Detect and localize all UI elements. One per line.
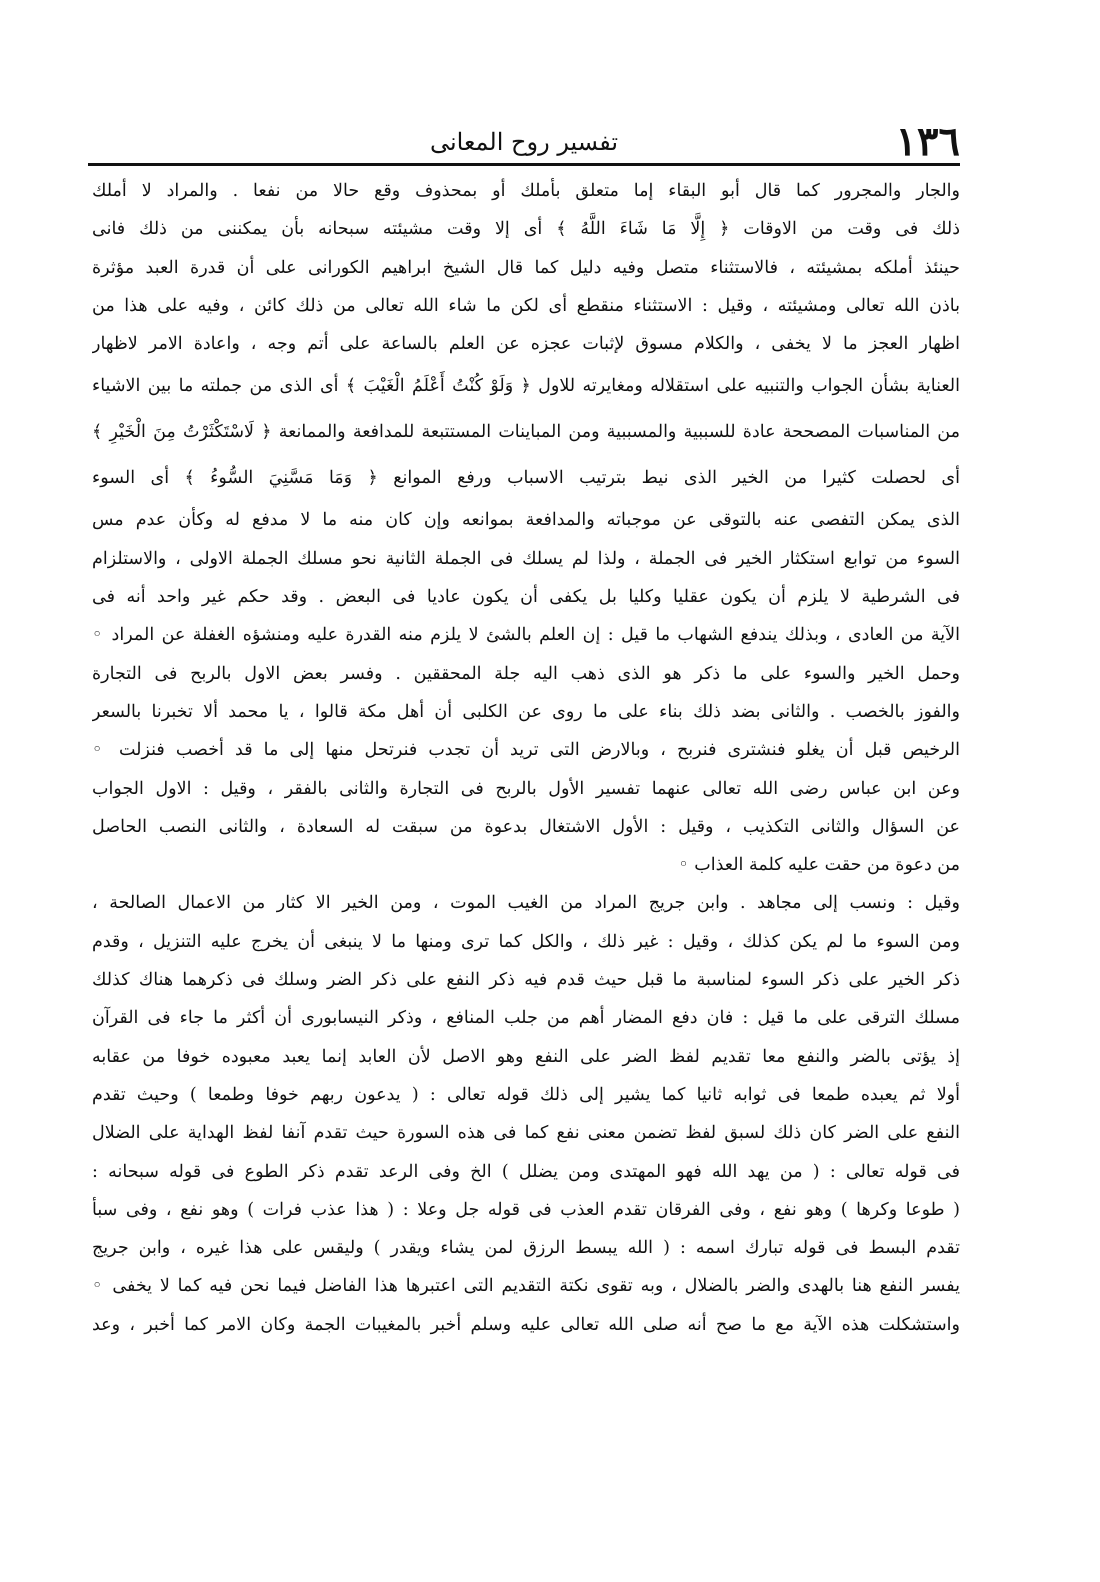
text-line: والفوز بالخصب . والثانى بضد ذلك بناء على ما روى عن الكلبى أن أهل مكة قالوا ، يا محمد ألا تخبرنا بالسعر [92,701,960,722]
commentary-text [92,172,960,1344]
text-line: ( طوعا وكرها ) وهو نفع ، وفى الفرقان تقدم العذب فى قوله جل وعلا : ( هذا عذب فرات ) وهو نفع ، وفى سبأ [92,1199,960,1220]
text-line: فى الشرطية لا يلزم أن يكون عقليا وكليا بل يكفى أن يكون عاديا فى البعض . وقد حكم غير واحد أنه فى [92,587,960,608]
text-line: الذى يمكن التفصى عنه بالتوقى عن موجباته والمدافعة بموانعه وإن كان منه ما لا مدفع له وكأن عدم مس [92,510,960,531]
text-line: الآية من العادى ، وبذلك يندفع الشهاب ما قيل : إن العلم بالشئ لا يلزم منه القدرة عليه ومنشؤه الغفلة عن المراد ◦ [92,625,960,646]
text-line: من المناسبات المصححة عادة للسببية والمسببية ومن المباينات المستتبعة للمدافعة والممانعة ﴿ لَاسْتَكْثَرْتُ مِنَ الْخَيْرِ ﴾ [92,422,960,443]
text-line: مسلك الترقى على ما قيل : فان دفع المضار أهم من جلب المنافع ، وذكر النيسابورى أن أكثر ما جاء فى القرآن [92,1008,960,1029]
text-line: تقدم البسط فى قوله تبارك اسمه : ( الله يبسط الرزق لمن يشاء ويقدر ) وليقس على هذا غيره ، وابن جريج [92,1238,960,1259]
header-rule [88,163,960,166]
running-title: تفسير روح المعانى [429,128,619,156]
text-line: أى لحصلت كثيرا من الخير الذى نيط بترتيب الاسباب ورفع الموانع ﴿ وَمَا مَسَّنِيَ السُّوءُ ﴾ أى السوء [92,468,960,489]
text-line: ومن السوء ما لم يكن كذلك ، وقيل : غير ذلك ، والكل كما ترى ومنها ما لا ينبغى أن يخرج عليه التنزيل ، وقدم [92,931,960,952]
text-line: يفسر النفع هنا بالهدى والضر بالضلال ، وبه تقوى نكتة التقديم التى اعتبرها هذا الفاضل فيما نحن فيه كما لا يخفى ◦ [92,1276,960,1297]
text-line: أولا ثم يعبده طمعا فى ثوابه ثانيا كما يشير إلى ذلك قوله تعالى : ( يدعون ربهم خوفا وطمعا ) وحيث تقدم [92,1084,960,1105]
text-line: باذن الله تعالى ومشيئته ، وقيل : الاستثناء منقطع أى لكن ما شاء الله تعالى من ذلك كائن ، وفيه على هذا من [92,295,960,316]
text-line: السوء من توابع استكثار الخير فى الجملة ، ولذا لم يسلك فى الجملة الثانية نحو مسلك الجملة الاولى ، والاستلزام [92,548,960,569]
text-line: والجار والمجرور كما قال أبو البقاء إما متعلق بأملك أو بمحذوف وقع حالا من نفعا . والمراد لا أملك [92,181,960,201]
text-line: وقيل : ونسب إلى مجاهد . وابن جريج المراد من الغيب الموت ، ومن الخير الا كثار من الاعمال الصالحة ، [92,893,960,914]
text-line: وعن ابن عباس رضى الله تعالى عنهما تفسير الأول بالربح فى التجارة والثانى بالفقر ، وقيل : الاول الجواب [92,778,960,799]
text-line: ذكر الخير على ذكر السوء لمناسبة ما قبل حيث قدم فيه ذكر النفع على ذكر الضر وسلك فى ذكرهما هناك كذلك [92,970,960,991]
text-line: حينئذ أملكه بمشيئته ، فالاستثناء متصل وفيه دليل كما قال الشيخ ابراهيم الكورانى على أن قدرة العبد مؤثرة [92,257,960,278]
text-line: عن السؤال والثانى التكذيب ، وقيل : الأول الاشتغال بدعوة من سبقت له السعادة ، والثانى النصب الحاصل [92,816,960,837]
text-line: العناية بشأن الجواب والتنبيه على استقلاله ومغايرته للاول ﴿ وَلَوْ كُنْتُ أَعْلَمُ الْغَيْبَ ﴾ أى الذى من جملته ما بين الاشياء [92,376,960,397]
text-line: وحمل الخير والسوء على ما ذكر هو الذى ذهب اليه جلة المحققين . وفسر بعض الاول بالربح فى التجارة [92,663,960,684]
text-line: اظهار العجز ما لا يخفى ، والكلام مسوق لإثبات عجزه عن العلم بالساعة على أتم وجه ، واعادة الامر لاظهار [92,334,960,355]
text-line: النفع على الضر كان ذلك لسبق لفظ تضمن معنى نفع كما فى هذه السورة حيث تقدم آنفا لفظ الهداية على الضلال [92,1123,960,1144]
text-line: فى قوله تعالى : ( من يهد الله فهو المهتدى ومن يضلل ) الخ وفى الرعد تقدم ذكر الطوع فى قوله سبحانه : [92,1161,960,1182]
text-line: من دعوة من حقت عليه كلمة العذاب ◦ [678,855,960,876]
text-line: إذ يؤتى بالضر والنفع معا تقديم لفظ الضر على النفع وهو الاصل لأن العابد إنما يعبد معبوده خوفا من عقابه [92,1046,960,1067]
text-line: الرخيص قبل أن يغلو فنشترى فنربح ، وبالارض التى تريد أن تجدب فنرتحل منها إلى ما قد أخصب فنزلت ◦ [92,740,960,761]
text-line: واستشكلت هذه الآية مع ما صح أنه صلى الله تعالى عليه وسلم أخبر بالمغيبات الجمة وكان الامر كما أخبر ، وعد [92,1314,960,1335]
text-line: ذلك فى وقت من الاوقات ﴿ إِلَّا مَا شَاءَ اللَّهُ ﴾ أى إلا وقت مشيئته سبحانه بأن يمكننى من ذلك فانى [92,219,960,240]
page-number: ١٣٦ [895,118,960,165]
page-header [88,118,960,166]
